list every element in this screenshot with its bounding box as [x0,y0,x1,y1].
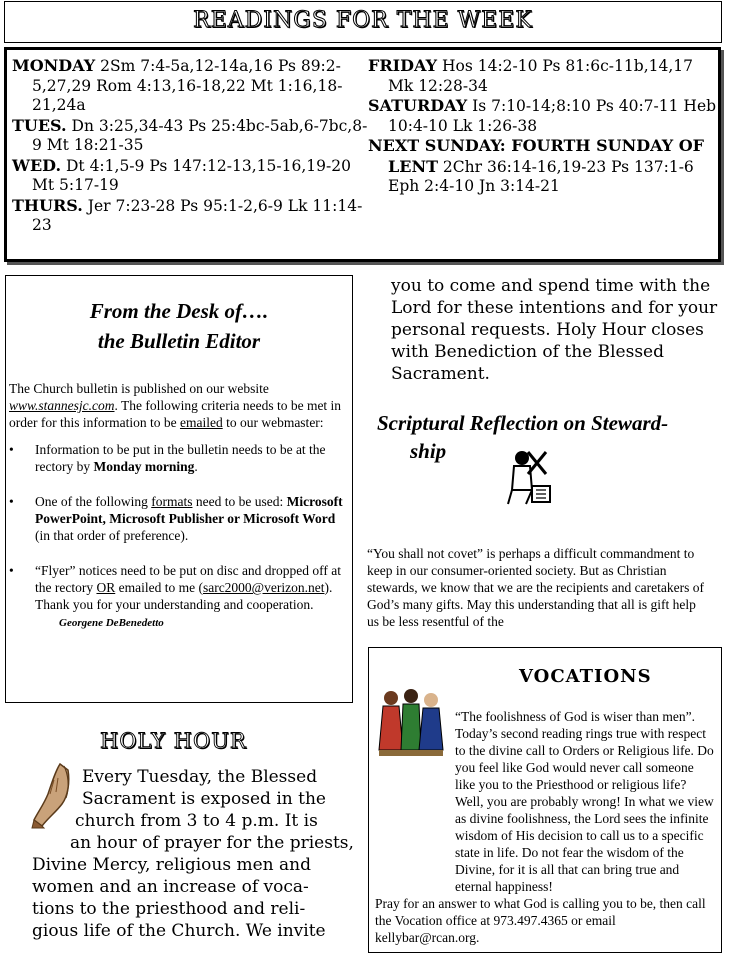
steward-figure-icon [502,446,554,508]
email-link[interactable]: sarc2000@verizon.net [202,580,325,595]
holy-hour-title: HOLY HOUR [100,729,247,753]
website-link[interactable]: www.stannesjc.com [9,398,115,413]
reading-wednesday: WED. Dt 4:1,5-9 Ps 147:12-13,15-16,19-20 Mt 5:17-19 [12,155,351,194]
list-item: • Information to be put in the bulletin needs to be at the rectory by Monday morning. [9,441,345,475]
list-item: • “Flyer” notices need to be put on disc and dropped off at the rectory OR emailed to me (sarc2000@verizon.net). Thank you for your understanding and cooperation. Georgene DeBenedetto [9,562,345,632]
editor-thanks: Thank you for your understanding and cooperation. Georgene DeBenedetto [35,597,314,629]
holy-hour-text: Every Tuesday, the Blessed Sacrament is exposed in the church from 3 to 4 p.m. It is an hour of prayer for the priests, Divine Mercy, religious men and women and an increase of voca- tions to the priesthood and reli- gious life of the Church. We invite [32,767,354,941]
editor-signature: Georgene DeBenedetto [59,617,164,629]
vocations-box [368,647,722,953]
readings-left-column [12,56,368,236]
editor-criteria-list [9,441,345,632]
list-item: • One of the following formats need to be used: Microsoft PowerPoint, Microsoft Publisher or Microsoft Word (in that order of preference). [9,493,345,544]
editor-heading-line2: the Bulletin Editor [97,329,261,353]
editor-intro: The Church bulletin is published on our website www.stannesjc.com. The following criteria needs to be met in order for this information to be emailed to our webmaster: [9,381,342,430]
readings-title-box [4,1,722,43]
stewardship-title: Scriptural Reflection on Steward- ship [377,411,669,463]
reading-saturday: SATURDAY Is 7:10-14;8:10 Ps 40:7-11 Heb 10:4-10 Lk 1:26-38 [368,96,717,135]
reading-thursday: THURS. Jer 7:23-28 Ps 95:1-2,6-9 Lk 11:14-23 [12,195,363,234]
reading-friday: FRIDAY Hos 14:2-10 Ps 81:6c-11b,14,17 Mk 12:28-34 [368,56,693,95]
stewardship-text: “You shall not covet” is perhaps a difficult commandment to keep in our consumer-oriented society. But as Christian stewards, we know that we are the recipients and caretakers of God’s many gifts. May this understanding that all is gift help us be less resentful of the [367,546,704,629]
vocations-text: “The foolishness of God is wiser than men”. Today’s second reading rings true with respect to the divine call to Orders or Religious life. Do you feel like God would never call someone like you to the Priesthood or religious life? Well, you are probably wrong! In what we view as divine foolishness, the Lord sees the infinite wisdom of His decision to call us to a specific state in life. Do not fear the wisdom of the Divine, for it is all that can bring true and eternal happiness! Pray for an answer to what God is calling you to be, then call the Vocation office at 973.497.4365 or email kellybar@rcan.org. [375,709,714,945]
readings-box [4,47,721,262]
bulletin-editor-box [5,275,353,703]
page-title: READINGS FOR THE WEEK [193,8,533,33]
reading-monday: MONDAY 2Sm 7:4-5a,12-14a,16 Ps 89:2-5,27,29 Rom 4:13,16-18,22 Mt 1:16,18-21,24a [12,56,343,114]
editor-heading-line1: From the Desk of…. [89,299,269,323]
reading-next-sunday: NEXT SUNDAY: FOURTH SUNDAY OF LENT 2Chr 36:14-16,19-23 Ps 137:1-6 Eph 2:4-10 Jn 3:14-21 [368,136,705,195]
reading-tuesday: TUES. Dn 3:25,34-43 Ps 25:4bc-5ab,6-7bc,8-9 Mt 18:21-35 [12,115,368,154]
holy-hour-continued: you to come and spend time with the Lord for these intentions and for your personal requests. Holy Hour closes with Benediction of the Blessed Sacrament. [391,276,718,384]
editor-body [9,380,345,632]
vocations-title: VOCATIONS [519,666,652,687]
readings-right-column [368,56,718,197]
